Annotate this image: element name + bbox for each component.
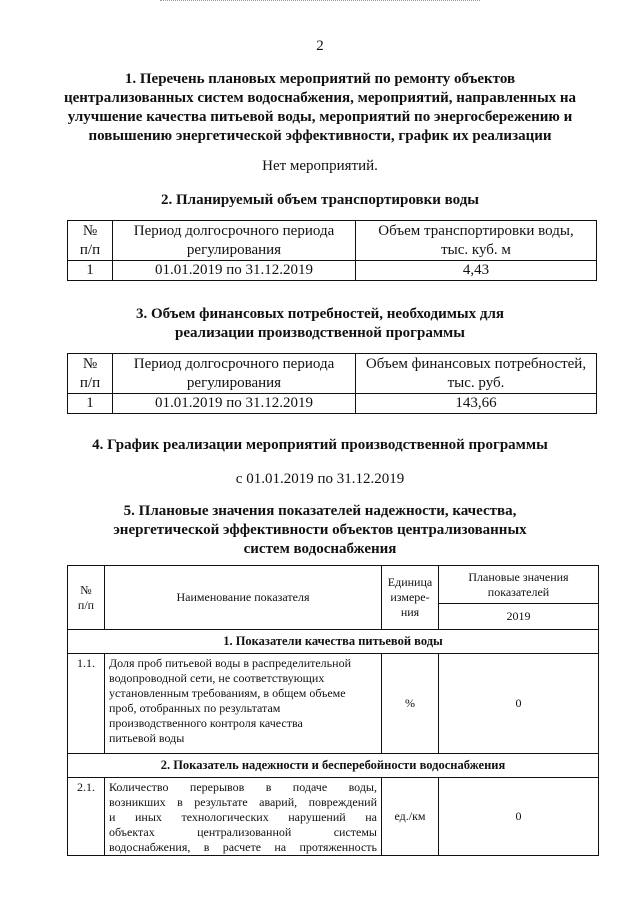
header-indicator-name: Наименование показателя <box>105 566 382 630</box>
row-unit: ед./км <box>382 778 439 856</box>
group-quality-title: 1. Показатели качества питьевой воды <box>68 630 599 654</box>
table-row <box>68 394 597 414</box>
row-num: 1 <box>68 394 113 414</box>
section1-note: Нет мероприятий. <box>262 158 378 174</box>
group-reliability-title: 2. Показатель надежности и бесперебойности водоснабжения <box>68 754 599 778</box>
header-num: № п/п <box>68 354 113 394</box>
row-indicator-name: Количество перерывов в подаче воды, возникших в результате аварий, повреждений и иных технологических нарушений на объектах централизованной системы водоснабжения, в расчете на протяженность <box>105 778 382 856</box>
section5-title: 5. Плановые значения показателей надежности, качества, энергетической эффективности объектов централизованных систем водоснабжения <box>113 503 527 557</box>
financial-needs-table <box>67 353 597 414</box>
section2-title: 2. Планируемый объем транспортировки воды <box>161 192 479 208</box>
header-year: 2019 <box>439 604 599 630</box>
transport-volume-table <box>67 220 597 281</box>
row-finance: 143,66 <box>356 394 597 414</box>
row-period: 01.01.2019 по 31.12.2019 <box>113 261 356 281</box>
header-volume: Объем транспортировки воды, тыс. куб. м <box>356 221 597 261</box>
header-num: № п/п <box>68 221 113 261</box>
header-num: № п/п <box>68 566 105 630</box>
header-finance: Объем финансовых потребностей, тыс. руб. <box>356 354 597 394</box>
row-value: 0 <box>439 654 599 754</box>
section4-period: с 01.01.2019 по 31.12.2019 <box>235 471 405 487</box>
table-row <box>68 654 599 754</box>
row-unit: % <box>382 654 439 754</box>
group-row <box>68 630 599 654</box>
row-volume: 4,43 <box>356 261 597 281</box>
header-unit: Единица измере- ния <box>382 566 439 630</box>
header-plan-values: Плановые значения показателей <box>439 566 599 604</box>
header-period: Период долгосрочного периода регулирования <box>113 221 356 261</box>
page-top-edge <box>160 0 480 4</box>
row-num: 1.1. <box>68 654 105 754</box>
group-row <box>68 754 599 778</box>
page-number: 2 <box>316 38 324 54</box>
row-num: 2.1. <box>68 778 105 856</box>
indicators-table <box>67 565 599 856</box>
table-row <box>68 261 597 281</box>
section3-title: 3. Объем финансовых потребностей, необходимых для реализации производственной программы <box>135 306 505 341</box>
row-period: 01.01.2019 по 31.12.2019 <box>113 394 356 414</box>
section1-title: 1. Перечень плановых мероприятий по ремонту объектов централизованных систем водоснабжения, мероприятий, направленных на улучшение качества питьевой воды, мероприятий по энергосбережению и повышению энергетической эффективности, график их реализации <box>63 71 577 144</box>
table-row <box>68 778 599 856</box>
section4-title: 4. График реализации мероприятий производственной программы <box>92 437 548 453</box>
header-period: Период долгосрочного периода регулирования <box>113 354 356 394</box>
row-value: 0 <box>439 778 599 856</box>
row-num: 1 <box>68 261 113 281</box>
row-indicator-name: Доля проб питьевой воды в распределительной водопроводной сети, не соответствующих установленным требованиям, в общем объеме проб, отобранных по результатам производственного контроля качества питьевой воды <box>105 654 382 754</box>
